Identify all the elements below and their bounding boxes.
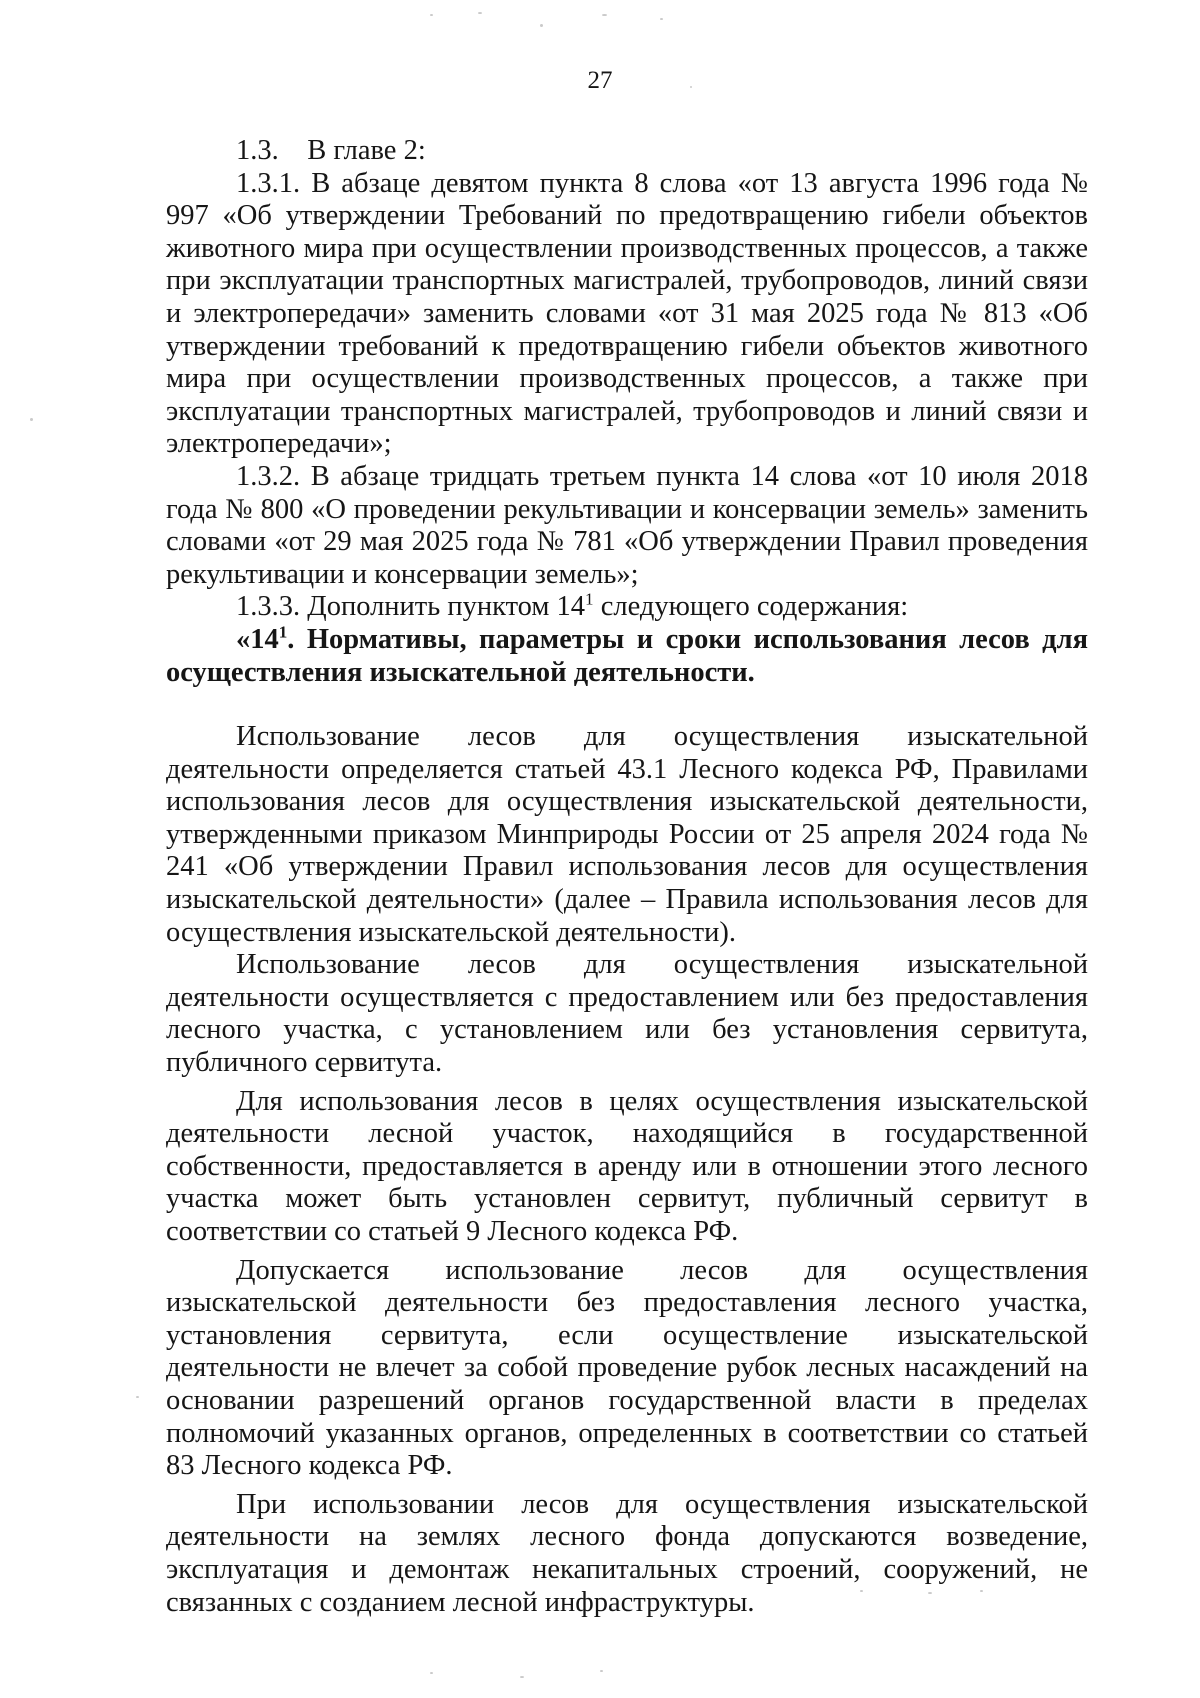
paragraph-section-heading (166, 135, 1088, 168)
superscript: 1 (585, 589, 594, 609)
scan-speck (478, 12, 482, 14)
superscript: 1 (278, 622, 288, 642)
scan-speck (430, 14, 433, 16)
scan-speck (520, 1676, 524, 1678)
section-title: В главе 2: (307, 135, 426, 166)
scan-speck (136, 1396, 139, 1398)
clause-heading-text: . Нормативы, параметры и сроки использования лесов для осуществления изыскательной деятельности. (166, 623, 1088, 688)
paragraph-1-3-3 (166, 591, 1088, 624)
scan-speck (1048, 1399, 1050, 1401)
clause-heading-number: «14 (236, 623, 279, 655)
document-body (166, 135, 1088, 1619)
paragraph-without-plot: Допускается использование лесов для осуществления изыскательской деятельности без предоставления лесного участка, установления сервитута, если осуществление изыскательской деятельности не влечет за собой проведение рубок лесных насаждений на основании разрешений органов государственной власти в пределах полномочий указанных органов, определенных в соответствии со статьей 83 Лесного кодекса РФ. (166, 1254, 1088, 1482)
paragraph-lease-servitude: Для использования лесов в целях осуществления изыскательской деятельности лесной участок, находящийся в государственной собственности, предоставляется в аренду или в отношении этого лесного участка может быть установлен сервитут, публичный сервитут в соответствии со статьей 9 Лесного кодекса РФ. (166, 1085, 1088, 1247)
scan-speck (600, 1670, 603, 1672)
clause-heading (166, 624, 1088, 689)
scan-speck (860, 1590, 863, 1592)
paragraph-1-3-3-text: 1.3.3. Дополнить пунктом 14 (236, 591, 586, 623)
paragraph-forest-use-modes: Использование лесов для осуществления изыскательной деятельности осуществляется с предоставлением или без предоставления лесного участка, с установлением или без установления сервитута, публичного сервитута. (166, 949, 1088, 1079)
scan-speck (980, 1590, 983, 1592)
paragraph-forest-use-definition: Использование лесов для осуществления изыскательной деятельности определяется статьей 43.1 Лесного кодекса РФ, Правилами использования лесов для осуществления изыскательской деятельности, утвержденными приказом Минприроды России от 25 апреля 2024 года № 241 «Об утверждении Правил использования лесов для осуществления изыскательской деятельности» (далее – Правила использования лесов для осуществления изыскательской деятельности). (166, 721, 1088, 948)
scan-speck (30, 418, 33, 421)
paragraph-1-3-3-tail: следующего содержания: (593, 591, 909, 623)
paragraph-1-3-2: 1.3.2. В абзаце тридцать третьем пункта 14 слова «от 10 июля 2018 года № 800 «О проведении рекультивации и консервации земель» заменить словами «от 29 мая 2025 года № 781 «Об утверждении Правил проведения рекультивации и консервации земель»; (166, 460, 1088, 590)
paragraph-1-3-1: 1.3.1. В абзаце девятом пункта 8 слова «от 13 августа 1996 года № 997 «Об утверждении Требований по предотвращению гибели объектов животного мира при осуществлении производственных процессов, а также при эксплуатации транспортных магистралей, трубопроводов, линий связи и электропередачи» заменить словами «от 31 мая 2025 года № 813 «Об утверждении требований к предотвращению гибели объектов животного мира при осуществлении производственных процессов, а также при эксплуатации транспортных магистралей, трубопроводов и линий связи и электропередачи»; (166, 167, 1088, 460)
page-number: 27 (587, 67, 613, 94)
scan-speck (602, 14, 607, 16)
scan-speck (928, 1592, 932, 1594)
scan-speck (690, 86, 692, 88)
scan-speck (660, 18, 663, 20)
scan-speck (540, 24, 543, 27)
section-number: 1.3. (236, 135, 279, 166)
scan-speck (430, 1672, 433, 1674)
paragraph-temporary-structures: При использовании лесов для осуществления изыскательской деятельности на землях лесного фонда допускаются возведение, эксплуатация и демонтаж некапитальных строений, сооружений, не связанных с созданием лесной инфраструктуры. (166, 1488, 1088, 1618)
